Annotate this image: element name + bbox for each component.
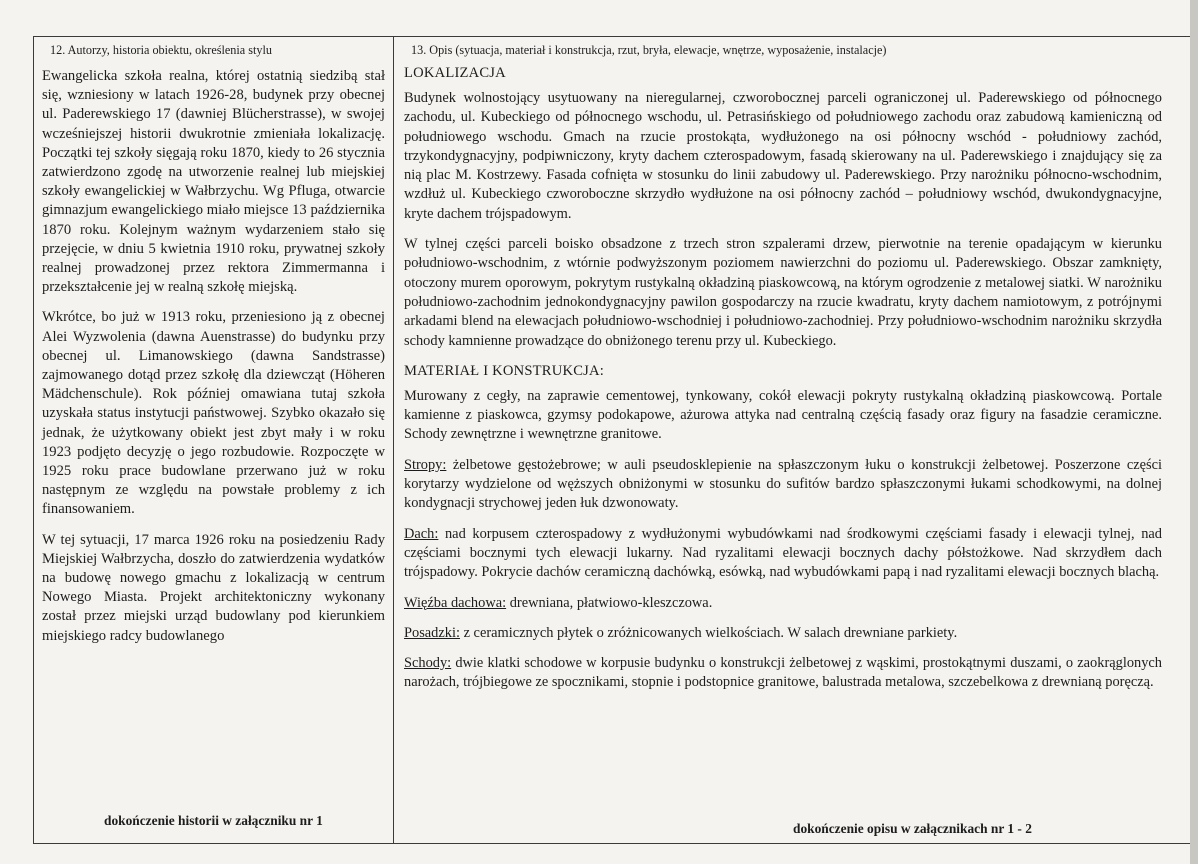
description-continuation-note: dokończenie opisu w załącznikach nr 1 - 2 (793, 821, 1032, 836)
stairs-text: dwie klatki schodowe w korpusie budynku o konstrukcji żelbetowej z wąskimi, prostokątnymi duszami, o zaokrąglonych narożach, trójbiegowe ze spocznikami, stopnie i podstopnice granitowe, balustrada metalowa, szczebelkowa z drewnianą poręczą. (404, 655, 1162, 691)
roof-item (404, 525, 1162, 583)
description-header: 13. Opis (sytuacja, materiał i konstrukcja, rzut, bryła, elewacje, wnętrze, wyposażenie, instalacje) (411, 43, 887, 57)
floors-text: z ceramicznych płytek o zróżnicowanych wielkościach. W salach drewniane parkiety. (459, 624, 958, 641)
floors-item (404, 624, 1162, 643)
stairs-label: Schody: (404, 655, 452, 672)
truss-item (404, 594, 1162, 613)
roof-label: Dach: (404, 525, 439, 542)
history-paragraph: Wkrótce, bo już w 1913 roku, przeniesiono ją z obecnej Alei Wyzwolenia (dawna Auenstrasse) do budynku przy obecnej ul. Limanowskiego (dawna Sandstrasse) zajmowanego dotąd przez szkołę dla dziewcząt (Höheren Mädchenschule). Rok później omawiana tutaj szkoła uzyskała status instytucji państwowej. Szybko okazało się jednak, że użytkowany obiekt jest zbyt mały i w roku 1923 podjęto decyzję o jego rozbudowie. Rozpoczęte w 1925 roku prace budowlane przerwano już w roku następnym ze względu na powstałe problemy z ich finansowaniem. (42, 309, 385, 518)
truss-text: drewniana, płatwiowo-kleszczowa. (506, 594, 713, 611)
description-column (404, 40, 1162, 704)
roof-text: nad korpusem czterospadowy z wydłużonymi wybudówkami nad środkowymi częściami fasady i elewacji tylnej, nad częściami bocznymi tych elewacji lukarny. Nad ryzalitami elewacji bocznych dachy półstożkowe. Nad skrzydłem dach trójspadowy. Pokrycie dachów ceramiczną dachówką, esówką, nad wybudówkami papą i nad ryzalitami elewacji bocznych blachą. (404, 525, 1162, 581)
history-paragraph: W tej sytuacji, 17 marca 1926 roku na posiedzeniu Rady Miejskiej Wałbrzycha, doszło do zatwierdzenia wydatków na budowę nowego gmachu z lokalizacją w centrum Nowego Miasta. Projekt architektoniczny wykonany został przez miejski urząd budowlany pod kierunkiem miejskiego radcy budowlanego (42, 531, 385, 644)
location-paragraph: Budynek wolnostojący usytuowany na nieregularnej, czworobocznej parceli ograniczonej ul. Paderewskiego od północnego zachodu, ul. Kubeckiego od północnego wschodu, ul. Petrasińskiego od południowego zachodu oraz zabudową kamieniczną od południowego wschodu. Gmach na rzucie prostokąta, wydłużonego na osi północny wschód - południowy zachód, trzykondygnacyjny, podpiwniczony, kryty dachem czterospadowym, fasadą skierowany na ul. Paderewskiego i znajdujący się za nią plac M. Kostrzewy. Fasada cofnięta w stosunku do linii zabudowy ul. Paderewskiego. Przy narożniku północno-wschodnim, wzdłuż ul. Kubeckiego czworoboczne skrzydło wydłużone na osi północny zachód – południowy wschód, dwukondygnacyjne, kryte dachem trójspadowym. (404, 90, 1162, 222)
history-continuation-note: dokończenie historii w załączniku nr 1 (104, 813, 323, 828)
ceilings-label: Stropy: (404, 456, 447, 473)
scan-edge (1190, 0, 1198, 864)
history-paragraph: Ewangelicka szkoła realna, której ostatnią siedzibą stał się, wzniesiony w latach 1926-28, budynek przy obecnej ul. Paderewskiego 17 (dawniej Blücherstrasse), w swojej wcześniejszej historii dwukrotnie zmieniała lokalizację. Początki tej szkoły sięgają roku 1870, kiedy to 26 stycznia zatwierdzono zgodę na utworzenie realnej lub miejskiej szkoły ewangelickiej w Wałbrzychu. Wg Pfluga, otwarcie gimnazjum ewangelickiego miało miejsce 13 października 1870 roku. Kolejnym ważnym wydarzeniem stało się przejęcie, w dniu 5 kwietnia 1910 roku, prywatnej szkoły realnej prowadzonej przez rektora Zimmermanna i przekształcenie jej w realną szkołę miejską. (42, 68, 385, 296)
column-divider (393, 36, 394, 844)
stairs-item (404, 654, 1162, 693)
location-paragraph: W tylnej części parceli boisko obsadzone z trzech stron szpalerami drzew, pierwotnie na terenie opadającym w kierunku południowo-wschodnim, z wtórnie podwyższonym poziomem nawierzchni do poziomu ul. Paderewskiego. Obszar zamknięty, otoczony murem oporowym, pokrytym rustykalną okładziną piaskowcową, na którym ogrodzenie z metalowej siatki. W narożniku południowo-zachodnim jednokondygnacyjny pawilon gospodarczy na rzucie kwadratu, kryty dachem namiotowym, z potrójnymi arkadami blend na elewacjach południowo-wschodniej i południowo-zachodniej. Przy południowo-wschodnim narożniku skrzydła schody kamnienne prowadzące do obniżonego terenu przy ul. Kubeckiego. (404, 236, 1162, 349)
location-heading: LOKALIZACJA (404, 65, 506, 81)
history-column (42, 40, 385, 657)
material-paragraph: Murowany z cegły, na zaprawie cementowej, tynkowany, cokół elewacji pokryty rustykalną okładziną piaskowcową. Portale kamienne z piaskowca, gzymsy podokapowe, ażurowa attyka nad centralną częścią fasady oraz figury na fasadzie ceramiczne. Schody zewnętrzne i wewnętrzne granitowe. (404, 387, 1162, 443)
ceilings-item (404, 456, 1162, 514)
material-heading: MATERIAŁ I KONSTRUKCJA: (404, 362, 604, 379)
ceilings-text: żelbetowe gęstożebrowe; w auli pseudosklepienie na spłaszczonym łuku o konstrukcji żelbetowej. Poszerzone części korytarzy wydzielone od węższych obniżonymi w stosunku do sufitów bardzo spłaszczonymi łukami schodkowymi, na dolnej kondygnacji strychowej jeden łuk dzwonowaty. (404, 456, 1162, 512)
truss-label: Więźba dachowa: (404, 594, 507, 611)
floors-label: Posadzki: (404, 624, 460, 641)
history-header: 12. Autorzy, historia obiektu, określenia stylu (50, 43, 272, 57)
